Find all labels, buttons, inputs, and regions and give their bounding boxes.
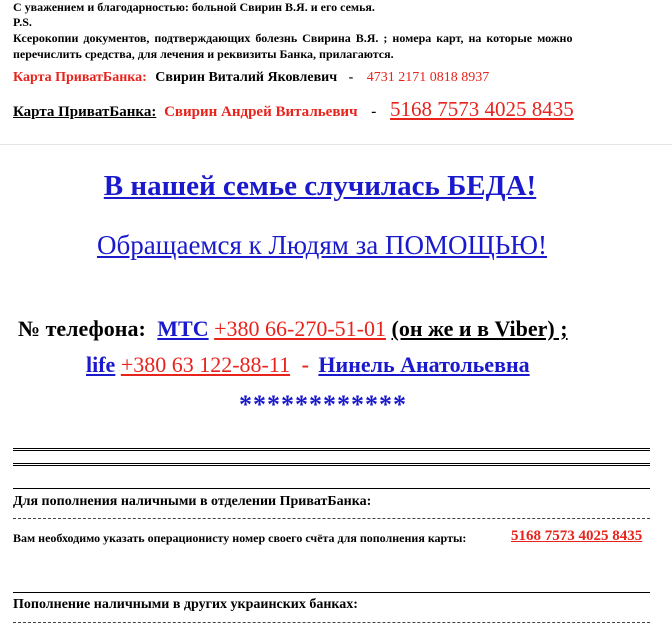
appeal-headline [0, 170, 640, 203]
card2-line [13, 97, 574, 122]
rule-double-2 [13, 463, 650, 466]
rule-dashed-1 [13, 518, 650, 519]
phone-number-mts[interactable]: +380 66-270-51-01 [214, 316, 386, 341]
card2-label: Карта ПриватБанка: [13, 104, 157, 120]
operator-mts: МТС [157, 316, 209, 341]
privat-deposit-heading: Для пополнения наличными в отделении ПриватБанка: [13, 494, 372, 509]
contact-name: Нинель Анатольевна [318, 352, 530, 377]
card2-holder: Свирин Андрей Витальевич [164, 104, 358, 120]
rule-dashed-2 [13, 622, 650, 623]
appeal-headline-text: В нашей семье случилась БЕДА! [103, 170, 537, 202]
appeal-subheadline-text: Обращаемся к Людям за ПОМОЩЬЮ! [96, 230, 548, 260]
closing-thanks: С уважением и благодарностью: больной Свирин В.Я. и его семья. [13, 0, 375, 14]
rule-solid-2 [13, 592, 650, 593]
operator-life: life [86, 352, 116, 377]
card1-holder: Свирин Виталий Яковлевич [155, 70, 338, 85]
stars-divider: ************ [239, 390, 407, 419]
privat-deposit-card: 5168 7573 4025 8435 [511, 528, 643, 544]
phone-note-viber: (он же и в Viber) ; [391, 316, 568, 341]
documents-note-line2: перечислить средства, для лечения и реквизиты Банка, прилагаются. [13, 47, 394, 61]
appeal-subheadline [0, 230, 644, 261]
phone-line-2 [86, 352, 530, 378]
postscript-label: P.S. [13, 15, 32, 29]
phone-number-life[interactable]: +380 63 122-88-11 [120, 352, 291, 377]
rule-double-1 [13, 448, 650, 451]
rule-solid-1 [13, 488, 650, 489]
privat-deposit-text: Вам необходимо указать операционисту номер своего счёта для пополнения карты: [13, 531, 467, 545]
card1-line [13, 70, 489, 86]
other-banks-heading: Пополнение наличными в других украинских банках: [13, 597, 358, 612]
page-separator [0, 144, 672, 145]
phone-dash: - [301, 352, 309, 377]
phone-line-1 [18, 316, 568, 342]
card2-number: 5168 7573 4025 8435 [390, 97, 574, 121]
card1-label: Карта ПриватБанка: [13, 70, 147, 85]
documents-note-line1: Ксерокопии документов, подтверждающих болезнь Свирина В.Я. ; номера карт, на которые можно [13, 31, 573, 45]
card1-dash: - [348, 70, 354, 85]
card1-number: 4731 2171 0818 8937 [366, 70, 490, 85]
card2-dash: - [371, 104, 377, 120]
phone-label: № телефона: [18, 316, 146, 341]
